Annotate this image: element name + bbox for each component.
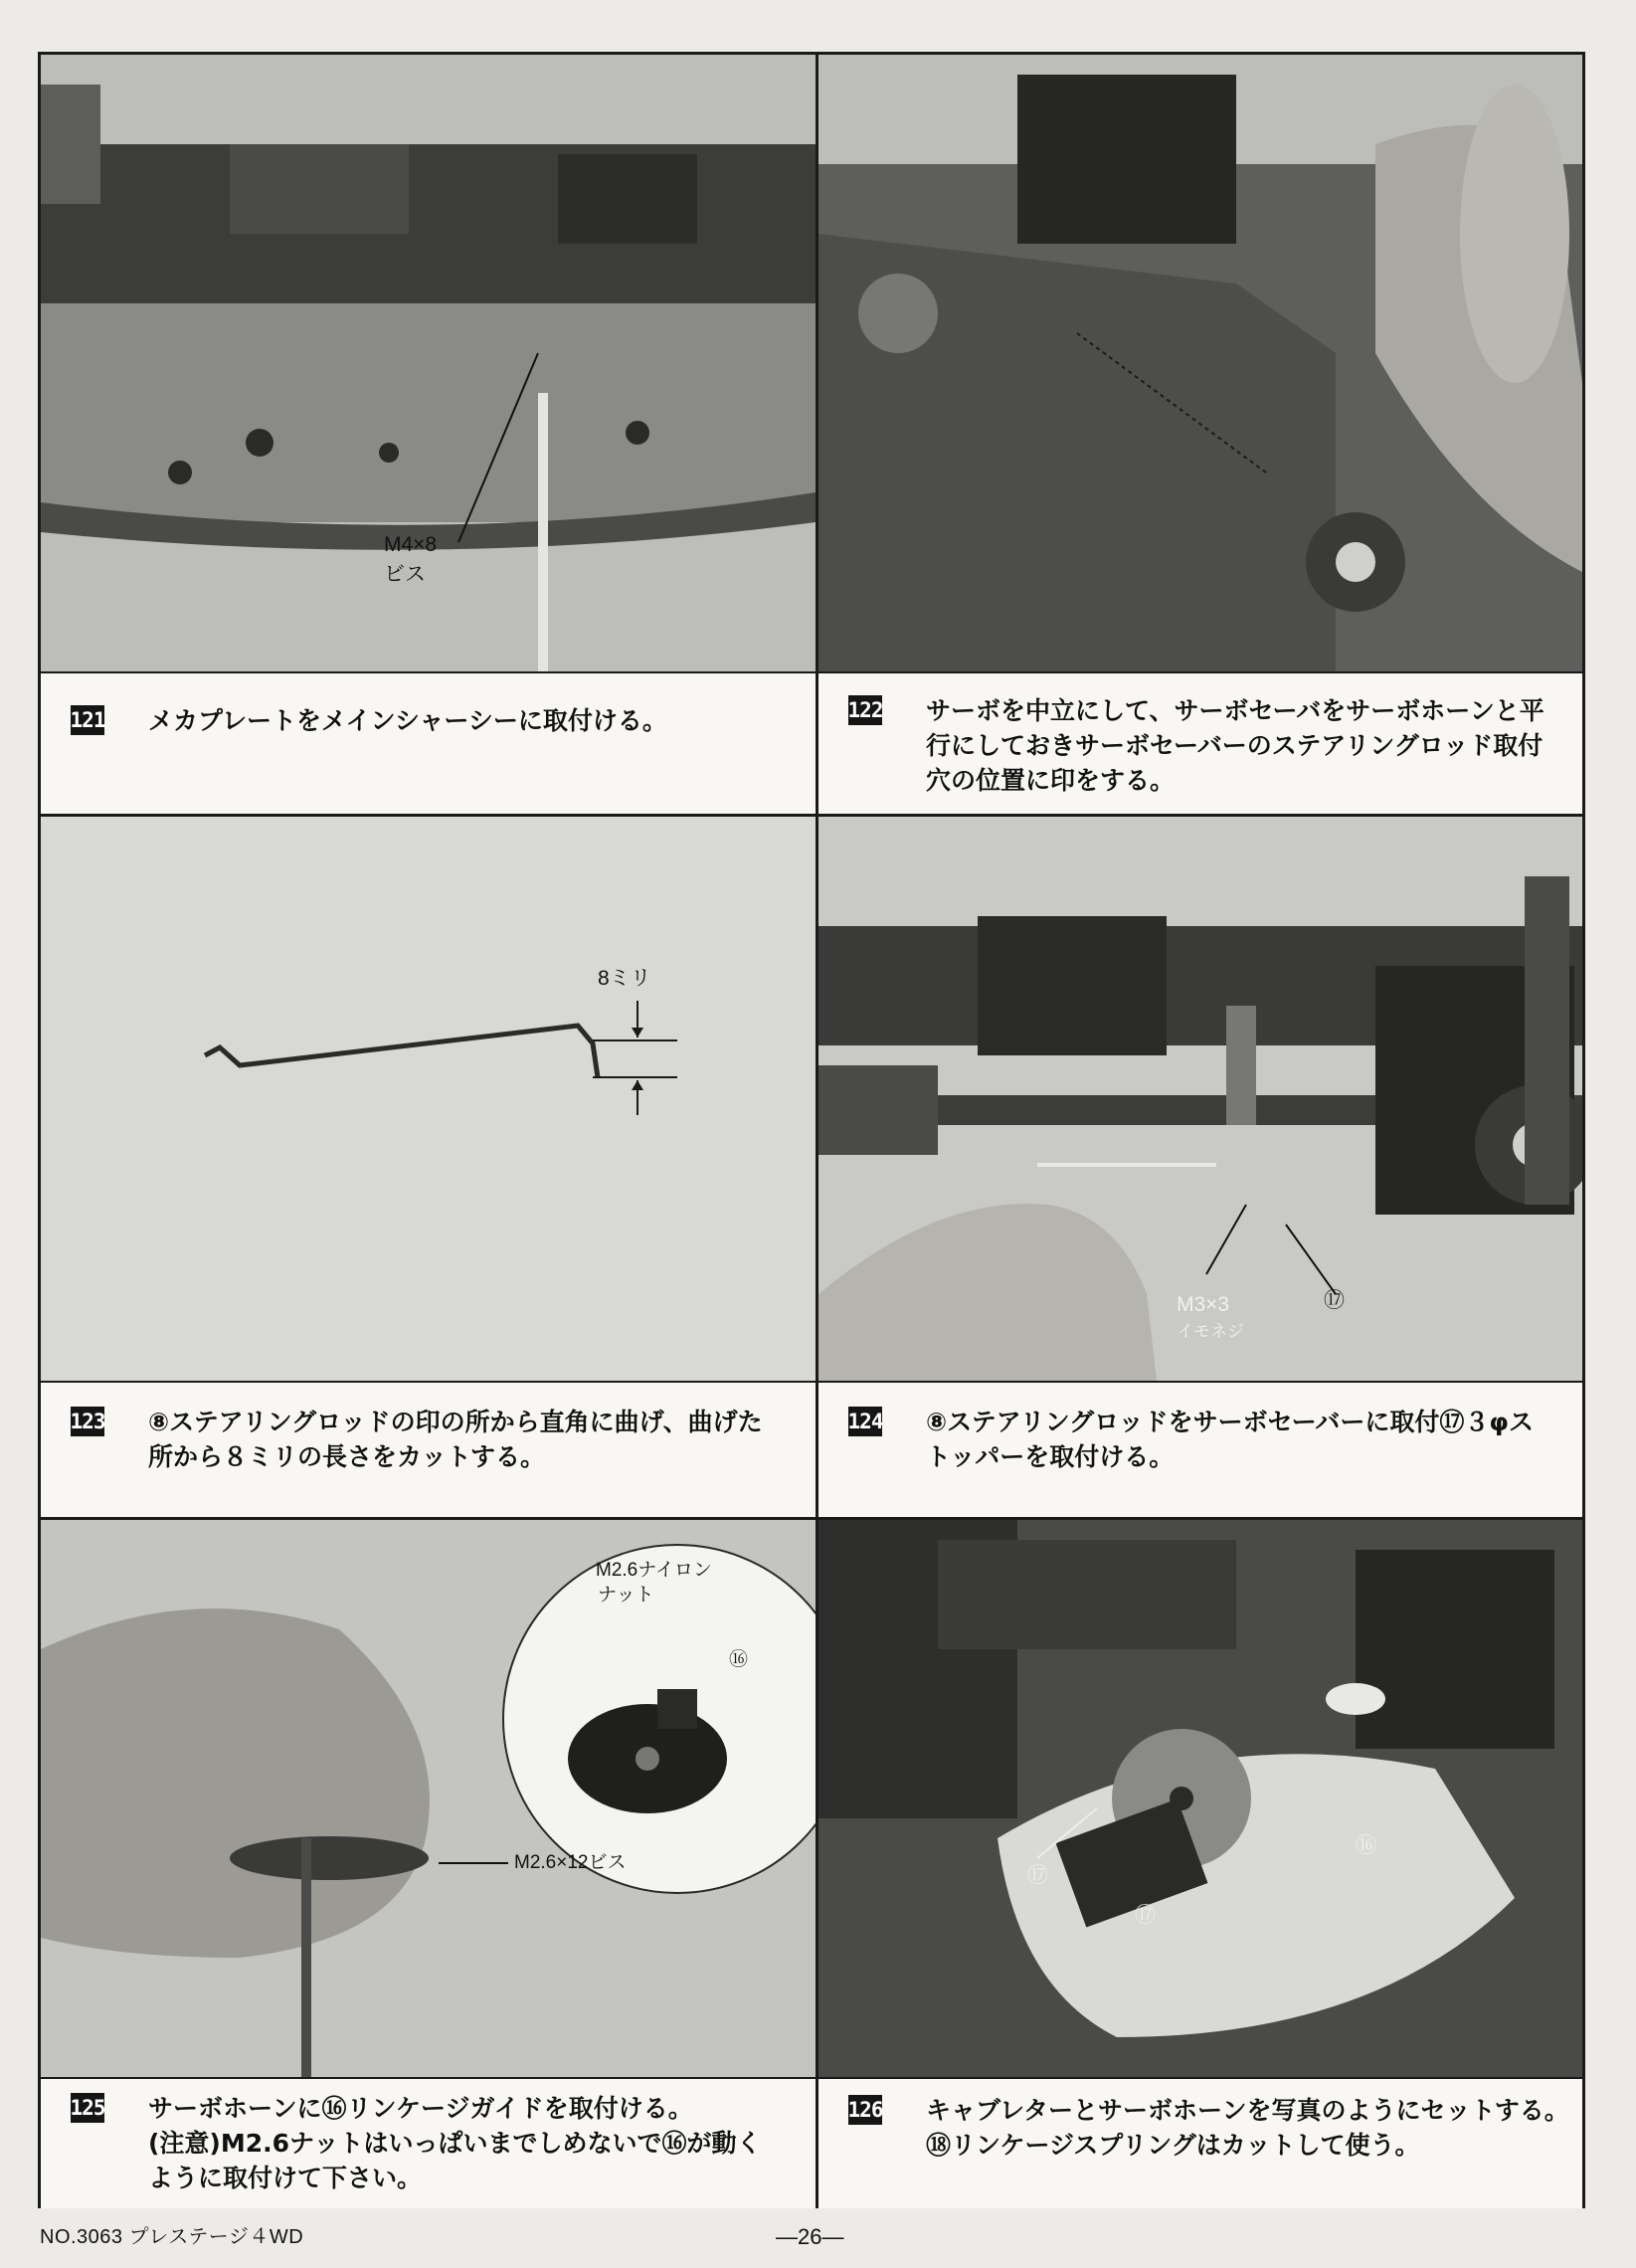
step-125-label-nylon-nut: M2.6ナイロン [596, 1560, 712, 1581]
step-124-caption-line-2: トッパーを取付ける。 [926, 1442, 1175, 1471]
step-124-photo [818, 817, 1582, 1381]
step-125-label-part-116: ⑯ [729, 1649, 749, 1670]
step-123-caption-line-2: 所から８ミリの長さをカットする。 [148, 1442, 546, 1471]
step-124-caption [818, 1381, 1582, 1518]
step-122-number: 122 [848, 695, 882, 725]
step-125-label-nut: ナット [598, 1585, 654, 1606]
step-124-caption-line-1: ⑧ステアリングロッドをサーボセーバーに取付⑰３φス [926, 1408, 1534, 1436]
page-number: —26— [776, 2224, 844, 2249]
step-121-number: 121 [71, 705, 104, 735]
step-123-label-length: 8ミリ [598, 967, 651, 990]
step-121-label-screw-size: M4×8 [384, 533, 438, 556]
step-125-panel [41, 1520, 816, 2208]
step-122-caption-line-1: サーボを中立にして、サーボセーバをサーボホーンと平 [926, 696, 1545, 725]
step-123-panel [41, 817, 816, 1518]
step-125-caption [41, 2077, 816, 2208]
step-124-label-setscrew: イモネジ [1177, 1322, 1244, 1341]
step-123-caption [41, 1381, 816, 1518]
step-126-caption-line-2: ⑱リンケージスプリングはカットして使う。 [926, 2131, 1420, 2160]
model-name: NO.3063 プレステージ４WD [40, 2226, 304, 2248]
step-126-label-part-97a: ⑰ [1027, 1864, 1048, 1887]
step-125-label-screw: M2.6×12ビス [514, 1852, 627, 1873]
step-123-photo [41, 817, 816, 1381]
step-122-caption [818, 671, 1582, 816]
step-123-caption-line-1: ⑧ステアリングロッドの印の所から直角に曲げ、曲げた [148, 1408, 763, 1436]
step-125-number: 125 [71, 2093, 104, 2123]
step-126-label-part-96: ⑯ [1356, 1834, 1376, 1857]
step-121-label-screw: ビス [384, 563, 426, 586]
step-122-photo [818, 55, 1582, 671]
column-divider [816, 55, 818, 2208]
step-122-caption-line-3: 穴の位置に印をする。 [926, 766, 1176, 795]
step-126-caption [818, 2077, 1582, 2208]
step-125-caption-line-3: ように取付けて下さい。 [148, 2164, 423, 2192]
step-125-caption-line-1: サーボホーンに⑯リンケージガイドを取付ける。 [148, 2094, 693, 2123]
step-124-number: 124 [848, 1407, 882, 1436]
step-121-caption [41, 671, 816, 816]
step-121-photo [41, 55, 816, 671]
step-126-label-part-97b: ⑰ [1135, 1904, 1156, 1927]
step-124-label-part-97: ⑰ [1324, 1289, 1345, 1312]
step-126-panel [818, 1520, 1582, 2208]
step-126-photo [818, 1520, 1582, 2077]
step-126-number: 126 [848, 2095, 882, 2125]
step-121-panel [41, 55, 816, 816]
step-121-caption-line-1: メカプレートをメインシャーシーに取付ける。 [148, 706, 667, 735]
instruction-frame [38, 52, 1585, 2208]
step-125-caption-line-2: (注意)M2.6ナットはいっぱいまでしめないで⑯が動く [148, 2129, 762, 2158]
step-124-panel [818, 817, 1582, 1518]
step-122-caption-line-2: 行にしておきサーボセーバーのステアリングロッド取付 [926, 731, 1544, 760]
step-123-number: 123 [71, 1407, 104, 1436]
step-125-photo [41, 1520, 816, 2077]
step-126-caption-line-1: キャブレターとサーボホーンを写真のようにセットする。 [926, 2096, 1569, 2125]
step-122-panel [818, 55, 1582, 816]
step-124-label-setscrew-size: M3×3 [1177, 1293, 1230, 1316]
